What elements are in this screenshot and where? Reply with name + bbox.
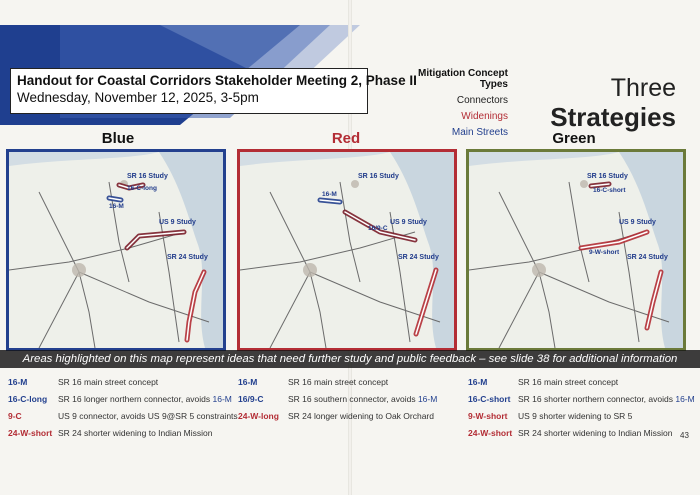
label-main-street: 16-M [109,203,124,210]
legend-description: SR 24 shorter widening to Indian Mission [518,428,673,438]
legend-description: SR 16 main street concept [288,377,389,387]
legend-code: 16/9-C [238,394,264,404]
legend-row [8,394,240,411]
legend-description-ref: 16-M [417,394,438,404]
road-line [9,232,184,270]
handout-title: Handout for Coastal Corridors Stakeholder Meeting 2, Phase II [17,73,417,88]
legend-description: SR 16 main street concept [58,377,159,387]
label-route: 16-C-short [593,187,626,194]
panel-title-red: Red [331,130,361,147]
legend-code: 24-W-short [468,428,513,438]
label-us9-study: US 9 Study [390,219,427,226]
legend-description: US 9 connector, avoids US 9@SR 5 constraints [58,411,238,421]
label-sr16-study: SR 16 Study [587,173,628,180]
legend-code: 24-W-short [8,428,53,438]
meeting-date: Wednesday, November 12, 2025, 3-5pm [17,90,259,105]
town-marker [532,263,546,277]
legend-description: SR 24 longer widening to Oak Orchard [288,411,434,421]
page-number: 43 [680,431,689,440]
road-line [39,272,79,348]
label-sr16-study: SR 16 Study [127,173,168,180]
legend-description: SR 16 shorter northern connector, avoids 16-M [518,394,695,404]
legend-code: 9-C [8,411,22,421]
legend-red [238,377,470,428]
panel-title-blue: Blue [101,130,135,147]
town-marker [303,263,317,277]
map-panel-red [237,149,457,351]
road-line [499,192,539,272]
road-line [39,192,79,272]
label-us9-study: US 9 Study [619,219,656,226]
map-panel-green [466,149,686,351]
legend-description: SR 24 shorter widening to Indian Mission [58,428,213,438]
town-marker [580,180,588,188]
legend-row [468,377,700,394]
legend-description-ref: 16-M [675,394,695,404]
legend-code: 16-M [238,377,258,387]
road-line [569,182,589,282]
legend-code: 16-M [8,377,28,387]
legend-row [8,411,240,428]
road-line [539,272,555,348]
label-sr24-study: SR 24 Study [627,254,668,261]
label-sr24-study: SR 24 Study [167,254,208,261]
legend-row [468,428,700,445]
road-line [270,272,310,348]
concept-type-connectors: Connectors [456,95,508,106]
strategies-title-line2: Strategies [550,102,676,132]
map-graphic [9,152,223,348]
river-water [240,152,390,166]
road-line [499,272,539,348]
map-graphic [469,152,683,348]
legend-description-ref: 16-M [212,394,232,404]
legend-description: US 9 shorter widening to SR 5 [518,411,633,421]
road-line [79,272,95,348]
legend-description: SR 16 southern connector, avoids 16-M [288,394,438,404]
river-water [9,152,159,166]
strategies-title [540,74,676,132]
footnote-banner: Areas highlighted on this map represent ideas that need further study and public feedback – see slide 38 for additional information [0,350,700,368]
label-route: 16-C-long [127,185,157,192]
highlight-9-w-short [581,232,647,248]
legend-green [468,377,700,445]
label-main-street: 16-M [322,191,337,198]
legend-code: 16-C-short [468,394,511,404]
legend-description: SR 16 longer northern connector, avoids 16-M [58,394,232,404]
concept-type-widenings: Widenings [461,111,508,122]
road-line [270,192,310,272]
strategies-title-line1: Three [610,74,676,102]
river-water [469,152,619,166]
legend-row [238,411,470,428]
road-line [310,272,326,348]
road-line [340,182,360,282]
map-graphic [240,152,454,348]
town-marker [72,263,86,277]
legend-row [8,377,240,394]
legend-row [238,377,470,394]
panel-title-green: Green [552,130,596,147]
concept-type-main-streets: Main Streets [451,127,508,138]
road-line [240,232,415,270]
legend-code: 24-W-long [238,411,279,421]
legend-code: 16-M [468,377,488,387]
handout-header-box [10,68,417,114]
legend-description: SR 16 main street concept [518,377,619,387]
legend-row [468,394,700,411]
road-line [390,212,410,342]
label-sr24-study: SR 24 Study [398,254,439,261]
legend-row [468,411,700,428]
label-main-street: 9-W-short [589,249,620,256]
legend-code: 16-C-long [8,394,48,404]
legend-code: 9-W-short [468,411,508,421]
town-marker [351,180,359,188]
map-panel-blue [6,149,226,351]
concept-types-heading: Mitigation Concept Types [418,68,508,90]
legend-blue [8,377,240,445]
legend-row [238,394,470,411]
label-route: 16/9-C [368,225,388,232]
road-line [619,212,639,342]
label-us9-study: US 9 Study [159,219,196,226]
label-sr16-study: SR 16 Study [358,173,399,180]
concept-types-legend [388,68,508,138]
legend-row [8,428,240,445]
